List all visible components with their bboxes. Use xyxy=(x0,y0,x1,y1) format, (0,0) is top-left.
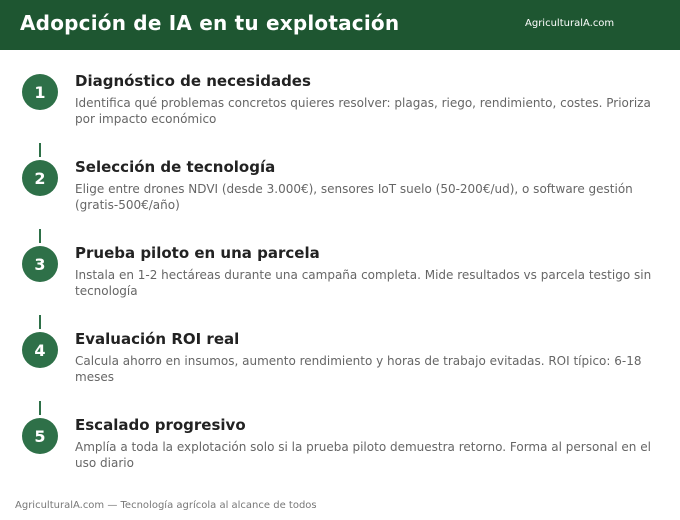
step-connector xyxy=(39,229,41,243)
step-title: Escalado progresivo xyxy=(75,416,246,434)
step-description: Instala en 1-2 hectáreas durante una campaña completa. Mide resultados vs parcela testigo sin tecnología xyxy=(75,268,652,298)
step-number-badge: 4 xyxy=(22,332,58,368)
step-1 xyxy=(0,50,680,136)
step-description: Amplía a toda la explotación solo si la prueba piloto demuestra retorno. Forma al personal en el uso diario xyxy=(75,440,651,470)
step-number-badge: 2 xyxy=(22,160,58,196)
step-5 xyxy=(0,394,680,480)
step-4 xyxy=(0,308,680,394)
step-description: Identifica qué problemas concretos quieres resolver: plagas, riego, rendimiento, costes. Prioriza por impacto económico xyxy=(75,96,651,126)
step-2 xyxy=(0,136,680,222)
step-number-badge: 1 xyxy=(22,74,58,110)
step-title: Selección de tecnología xyxy=(75,158,276,176)
step-title: Prueba piloto en una parcela xyxy=(75,244,320,262)
step-number-badge: 5 xyxy=(22,418,58,454)
step-connector xyxy=(39,143,41,157)
step-connector xyxy=(39,315,41,329)
step-description: Calcula ahorro en insumos, aumento rendimiento y horas de trabajo evitadas. ROI típico: 6-18 meses xyxy=(75,354,642,384)
step-description: Elige entre drones NDVI (desde 3.000€), sensores IoT suelo (50-200€/ud), o software gestión (gratis-500€/año) xyxy=(75,182,633,212)
footer-text: AgriculturalA.com — Tecnología agrícola al alcance de todos xyxy=(15,500,317,511)
page-title: Adopción de IA en tu explotación xyxy=(20,11,400,35)
brand-label: AgriculturalA.com xyxy=(525,18,615,29)
header-bar xyxy=(0,0,680,50)
step-number-badge: 3 xyxy=(22,246,58,282)
step-connector xyxy=(39,401,41,415)
step-title: Evaluación ROI real xyxy=(75,330,240,348)
step-3 xyxy=(0,222,680,308)
step-title: Diagnóstico de necesidades xyxy=(75,72,311,90)
